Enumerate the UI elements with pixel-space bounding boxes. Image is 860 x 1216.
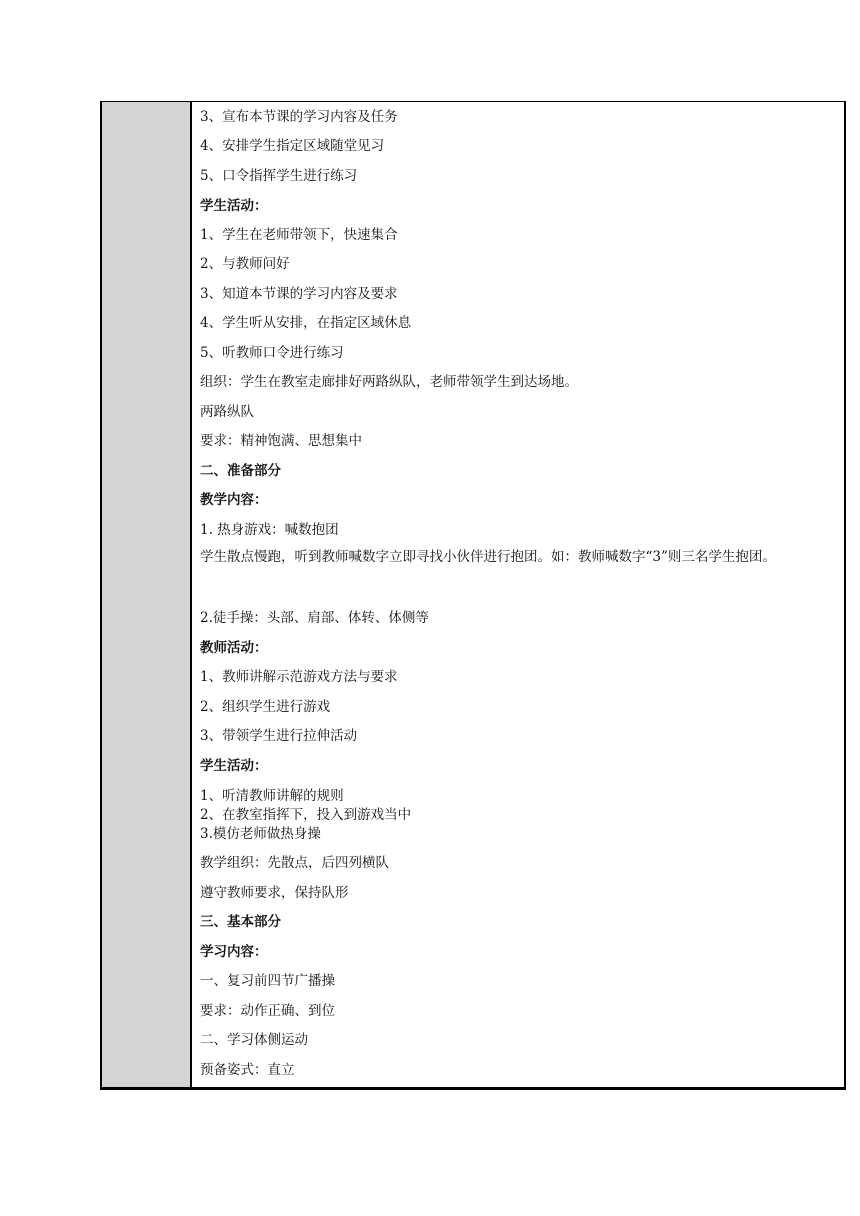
section-heading: 三、基本部分 xyxy=(200,914,281,930)
content-cell xyxy=(192,102,844,1087)
left-column-cell xyxy=(102,102,192,1087)
text-paragraph: 学生散点慢跑，听到教师喊数字立即寻找小伙伴进行抱团。如：教师喊数字“3”则三名学生抱团。 xyxy=(200,549,776,565)
text-line: 要求：精神饱满、思想集中 xyxy=(200,433,362,449)
text-line: 3、宣布本节课的学习内容及任务 xyxy=(200,109,398,125)
text-line: 2、在教室指挥下，投入到游戏当中 xyxy=(200,807,412,823)
section-heading: 教师活动： xyxy=(200,640,268,656)
text-line: 预备姿式：直立 xyxy=(200,1062,295,1078)
text-line: 要求：动作正确、到位 xyxy=(200,1003,335,1019)
text-line: 教学组织：先散点，后四列横队 xyxy=(200,855,389,871)
text-line: 3.模仿老师做热身操 xyxy=(200,826,321,842)
text-line: 1. 热身游戏：喊数抱团 xyxy=(200,522,339,538)
lesson-plan-table xyxy=(100,101,846,1090)
text-line: 4、学生听从安排，在指定区域休息 xyxy=(200,315,412,331)
text-line: 3、带领学生进行拉伸活动 xyxy=(200,728,358,744)
section-heading: 二、准备部分 xyxy=(200,463,281,479)
text-line: 2.徒手操：头部、肩部、体转、体侧等 xyxy=(200,610,429,626)
text-line: 两路纵队 xyxy=(200,404,254,420)
text-line: 遵守教师要求，保持队形 xyxy=(200,885,349,901)
text-line: 二、学习体侧运动 xyxy=(200,1032,308,1048)
text-line: 1、学生在老师带领下，快速集合 xyxy=(200,227,398,243)
text-line: 1、教师讲解示范游戏方法与要求 xyxy=(200,669,398,685)
section-heading: 学习内容： xyxy=(200,944,268,960)
text-line: 2、组织学生进行游戏 xyxy=(200,699,331,715)
section-heading: 学生活动： xyxy=(200,758,268,774)
text-line: 组织：学生在教室走廊排好两路纵队，老师带领学生到达场地。 xyxy=(200,374,578,390)
text-line: 4、安排学生指定区域随堂见习 xyxy=(200,138,385,154)
text-line: 5、听教师口令进行练习 xyxy=(200,345,344,361)
text-line: 2、与教师问好 xyxy=(200,256,290,272)
section-heading: 学生活动： xyxy=(200,198,268,214)
text-line: 3、知道本节课的学习内容及要求 xyxy=(200,286,398,302)
text-line: 5、口令指挥学生进行练习 xyxy=(200,168,358,184)
text-line: 1、听清教师讲解的规则 xyxy=(200,788,344,804)
text-line: 一、复习前四节广播操 xyxy=(200,973,335,989)
section-heading: 教学内容： xyxy=(200,492,268,508)
